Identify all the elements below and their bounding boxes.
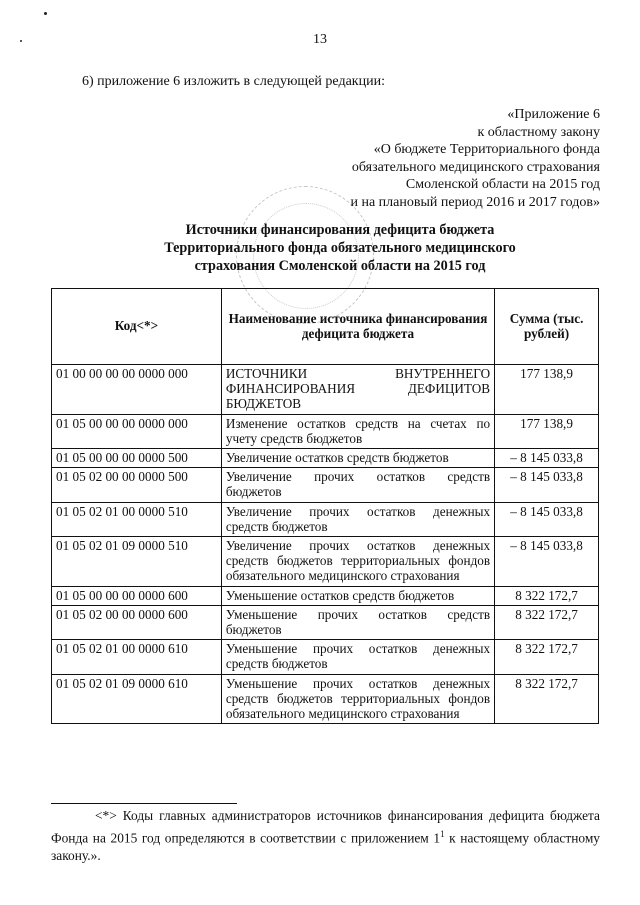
- row-code: 01 05 00 00 00 0000 000: [52, 414, 222, 448]
- row-sum: 8 322 172,7: [495, 586, 599, 605]
- row-sum: 8 322 172,7: [495, 640, 599, 674]
- appendix-reference: [350, 106, 600, 212]
- intro-paragraph: 6) приложение 6 изложить в следующей редакции:: [82, 74, 385, 89]
- row-code: 01 05 02 01 09 0000 610: [52, 674, 222, 724]
- row-code: 01 05 02 01 00 0000 610: [52, 640, 222, 674]
- scan-speck: [44, 12, 47, 15]
- row-name: Увеличение прочих остатков средств бюджетов: [221, 468, 494, 502]
- row-name: Увеличение остатков средств бюджетов: [221, 449, 494, 468]
- column-header-name: Наименование источника финансирования дефицита бюджета: [221, 289, 494, 365]
- table-row: [52, 537, 599, 587]
- footnote: [51, 807, 600, 865]
- row-name: Уменьшение прочих остатков денежных средств бюджетов территориальных фондов обязательного медицинского страхования: [221, 674, 494, 724]
- footnote-text: <*> Коды главных администраторов источников финансирования дефицита бюджета Фонда на 2015 год определяются в соответствии с приложением 1: [51, 808, 600, 846]
- appendix-line: Смоленской области на 2015 год: [405, 177, 600, 193]
- table-row: [52, 449, 599, 468]
- row-code: 01 00 00 00 00 0000 000: [52, 365, 222, 415]
- table-row: [52, 640, 599, 674]
- appendix-line: к областному закону: [477, 124, 600, 140]
- row-sum: 8 322 172,7: [495, 674, 599, 724]
- heading-line: страхования Смоленской области на 2015 год: [194, 258, 486, 274]
- table-row: [52, 605, 599, 639]
- row-sum: 177 138,9: [495, 414, 599, 448]
- heading-line: Территориального фонда обязательного медицинского: [164, 240, 516, 256]
- row-sum: 8 322 172,7: [495, 605, 599, 639]
- row-sum: – 8 145 033,8: [495, 537, 599, 587]
- table-header-row: [52, 289, 599, 365]
- table-row: [52, 674, 599, 724]
- row-sum: 177 138,9: [495, 365, 599, 415]
- appendix-line: «О бюджете Территориального фонда: [373, 142, 600, 158]
- row-name: Увеличение прочих остатков денежных средств бюджетов: [221, 502, 494, 536]
- column-header-sum: Сумма (тыс. рублей): [495, 289, 599, 365]
- row-code: 01 05 02 00 00 0000 500: [52, 468, 222, 502]
- row-name: Уменьшение остатков средств бюджетов: [221, 586, 494, 605]
- table-row: [52, 586, 599, 605]
- row-name: ИСТОЧНИКИ ВНУТРЕННЕГО ФИНАНСИРОВАНИЯ ДЕФИЦИТОВ БЮДЖЕТОВ: [221, 365, 494, 415]
- row-name: Увеличение прочих остатков денежных средств бюджетов территориальных фондов обязательного медицинского страхования: [221, 537, 494, 587]
- row-code: 01 05 02 01 00 0000 510: [52, 502, 222, 536]
- document-heading: [90, 221, 590, 275]
- table-row: [52, 468, 599, 502]
- row-code: 01 05 00 00 00 0000 600: [52, 586, 222, 605]
- row-name: Изменение остатков средств на счетах по учету средств бюджетов: [221, 414, 494, 448]
- footnote-text-end: к настоящему областному закону.».: [51, 830, 600, 864]
- row-sum: – 8 145 033,8: [495, 502, 599, 536]
- heading-line: Источники финансирования дефицита бюджета: [185, 222, 495, 238]
- appendix-line: обязательного медицинского страхования: [351, 159, 600, 175]
- footnote-superscript: 1: [440, 829, 445, 839]
- row-name: Уменьшение прочих остатков денежных средств бюджетов: [221, 640, 494, 674]
- financing-sources-table: [51, 288, 599, 724]
- row-sum: – 8 145 033,8: [495, 468, 599, 502]
- row-code: 01 05 00 00 00 0000 500: [52, 449, 222, 468]
- row-code: 01 05 02 01 09 0000 510: [52, 537, 222, 587]
- row-sum: – 8 145 033,8: [495, 449, 599, 468]
- appendix-line: и на плановый период 2016 и 2017 годов»: [350, 194, 600, 210]
- page-number: 13: [313, 32, 327, 47]
- footnote-separator: [51, 803, 237, 804]
- row-name: Уменьшение прочих остатков средств бюджетов: [221, 605, 494, 639]
- table-row: [52, 365, 599, 415]
- appendix-line: «Приложение 6: [507, 107, 600, 122]
- row-code: 01 05 02 00 00 0000 600: [52, 605, 222, 639]
- column-header-code: Код<*>: [52, 289, 222, 365]
- table-row: [52, 414, 599, 448]
- table-row: [52, 502, 599, 536]
